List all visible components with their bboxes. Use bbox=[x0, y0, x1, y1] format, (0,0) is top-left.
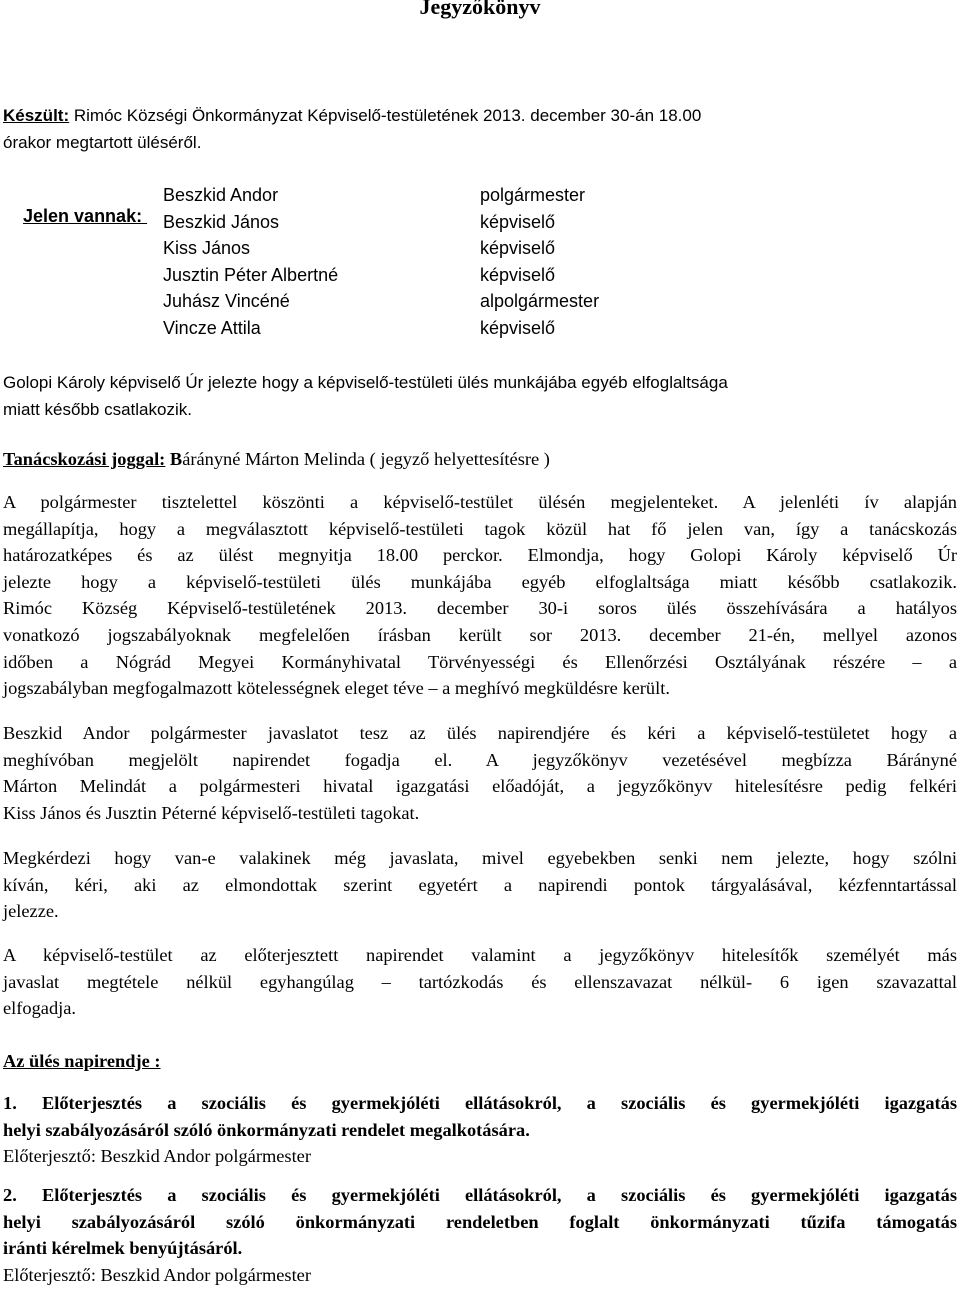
paragraph-line: Kiss János és Jusztin Péterné képviselő-testületi tagokat. bbox=[3, 802, 420, 823]
attendee-row bbox=[0, 185, 960, 211]
agenda-item-title-line: Előterjesztés a szociális és gyermekjóléti ellátásokról, a szociális és gyermekjóléti igazgatás bbox=[16, 1093, 957, 1113]
agenda-item-title-line: helyi szabályozásáról szóló önkormányzati rendeletben foglalt önkormányzati tűzifa támogatás bbox=[3, 1211, 957, 1232]
attendee-role: alpolgármester bbox=[480, 291, 600, 312]
paragraph-line: kíván, kéri, aki az elmondottak szerint egyetért a napirendi pontok tárgyalásával, kézfenntartással bbox=[3, 874, 957, 895]
attendee-name: Juhász Vincéné bbox=[163, 291, 290, 312]
paragraph-line: Beszkid Andor polgármester javaslatot tesz az ülés napirendjére és kéri a képviselő-testületet hogy a bbox=[3, 723, 957, 743]
attendee-name: Vincze Attila bbox=[163, 318, 261, 338]
prepared-text-line1: Rimóc Községi Önkormányzat Képviselő-testületének 2013. december 30-án 18.00 bbox=[69, 106, 702, 125]
paragraph-line: Rimóc Község Képviselő-testületének 2013. december 30-i soros ülés összehívására a hatályos bbox=[3, 598, 957, 619]
agenda-item-number: 1. bbox=[3, 1093, 17, 1113]
paragraph-line: időben a Nógrád Megyei Kormányhivatal Törvényességi és Ellenőrzési Osztályának részére – a bbox=[3, 651, 957, 672]
agenda-item-presenter: Előterjesztő: Beszkid Andor polgármester bbox=[3, 1146, 311, 1167]
attendee-name: Jusztin Péter Albertné bbox=[163, 264, 339, 285]
agenda-item-title-line: iránti kérelmek benyújtásáról. bbox=[3, 1238, 243, 1259]
prepared-label: Készült: bbox=[3, 106, 70, 125]
attendee-row bbox=[0, 238, 960, 264]
late-note-line: miatt később csatlakozik. bbox=[3, 399, 192, 419]
paragraph-line: meghívóban megjelölt napirendet fogadja el. A jegyzőkönyv vezetésével megbízza Bárányné bbox=[3, 749, 957, 770]
paragraph-line: határozatképes és az ülést megnyitja 18.00 perckor. Elmondja, hogy Golopi Károly képviselő Úr bbox=[3, 545, 957, 566]
paragraph-line: vonatkozó jogszabályoknak megfelelően írásban került sor 2013. december 21-én, mellyel azonos bbox=[3, 624, 957, 645]
attendee-role: képviselő bbox=[480, 264, 556, 285]
agenda-item-title-line: Előterjesztés a szociális és gyermekjóléti ellátásokról, a szociális és gyermekjóléti igazgatás bbox=[16, 1185, 957, 1205]
agenda-item-presenter: Előterjesztő: Beszkid Andor polgármester bbox=[3, 1264, 311, 1285]
paragraph-line: A polgármester tisztelettel köszönti a képviselő-testület ülésén megjelenteket. A jelenléti ív alapján bbox=[3, 492, 957, 512]
advisory-section bbox=[3, 446, 957, 473]
attendee-name: Beszkid János bbox=[163, 211, 280, 232]
attendee-row bbox=[0, 318, 960, 344]
paragraph-line: elfogadja. bbox=[3, 998, 77, 1019]
agenda-item-number: 2. bbox=[3, 1185, 17, 1205]
agenda-proposal-paragraph bbox=[3, 720, 957, 826]
late-arrival-note bbox=[3, 370, 957, 423]
attendee-role: képviselő bbox=[480, 211, 556, 232]
agenda-heading: Az ülés napirendje : bbox=[3, 1051, 161, 1071]
agenda-item-1 bbox=[3, 1090, 957, 1170]
paragraph-line: jogszabályban megfogalmazott kötelességnek eleget téve – a meghívó megküldésre került. bbox=[3, 678, 670, 699]
paragraph-line: jelezze. bbox=[3, 901, 59, 922]
opening-paragraph bbox=[3, 489, 957, 702]
attendee-role: képviselő bbox=[480, 318, 556, 338]
paragraph-line: A képviselő-testület az előterjesztett napirendet valamint a jegyzőkönyv hitelesítők személyét más bbox=[3, 945, 957, 965]
agenda-item-title-line: helyi szabályozásáról szóló önkormányzati rendelet megalkotására. bbox=[3, 1119, 530, 1140]
attendance-label: Jelen vannak: bbox=[23, 206, 148, 226]
attendee-row bbox=[0, 291, 960, 317]
attendee-row bbox=[0, 212, 960, 238]
attendee-name: Kiss János bbox=[163, 238, 251, 259]
attendee-role: képviselő bbox=[480, 238, 556, 259]
attendee-role: polgármester bbox=[480, 185, 586, 205]
attendee-row bbox=[0, 265, 960, 291]
advisory-text: árányné Márton Melinda ( jegyző helyettesítésre ) bbox=[182, 449, 550, 469]
paragraph-line: javaslat megtétele nélkül egyhangúlag – tartózkodás és ellenszavazat nélkül- 6 igen szavazattal bbox=[3, 971, 957, 992]
late-note-line: Golopi Károly képviselő Úr jelezte hogy a képviselő-testületi ülés munkájába egyéb elfoglaltsága bbox=[3, 373, 728, 392]
paragraph-line: Márton Melindát a polgármesteri hivatal igazgatási előadóját, a jegyzőkönyv hitelesítésre pedig felkéri bbox=[3, 776, 957, 797]
vote-paragraph bbox=[3, 942, 957, 1022]
advisory-label: Tanácskozási joggal: bbox=[3, 449, 166, 469]
paragraph-line: megállapítja, hogy a megválasztott képviselő-testületi tagok közül hat fő jelen van, így a tanácskozás bbox=[3, 518, 957, 539]
advisory-initial: B bbox=[169, 449, 183, 469]
paragraph-line: jelezte hogy a képviselő-testületi ülés munkájába egyéb elfoglaltsága miatt később csatlakozik. bbox=[3, 571, 957, 592]
question-paragraph bbox=[3, 845, 957, 925]
paragraph-line: Megkérdezi hogy van-e valakinek még javaslata, mivel egyebekben senki nem jelezte, hogy szólni bbox=[3, 848, 957, 868]
prepared-text-line2: órakor megtartott üléséről. bbox=[3, 132, 202, 152]
document-title: Jegyzőkönyv bbox=[419, 0, 541, 19]
agenda-item-2 bbox=[3, 1182, 957, 1288]
attendee-name: Beszkid Andor bbox=[163, 185, 279, 205]
prepared-section bbox=[3, 103, 957, 156]
